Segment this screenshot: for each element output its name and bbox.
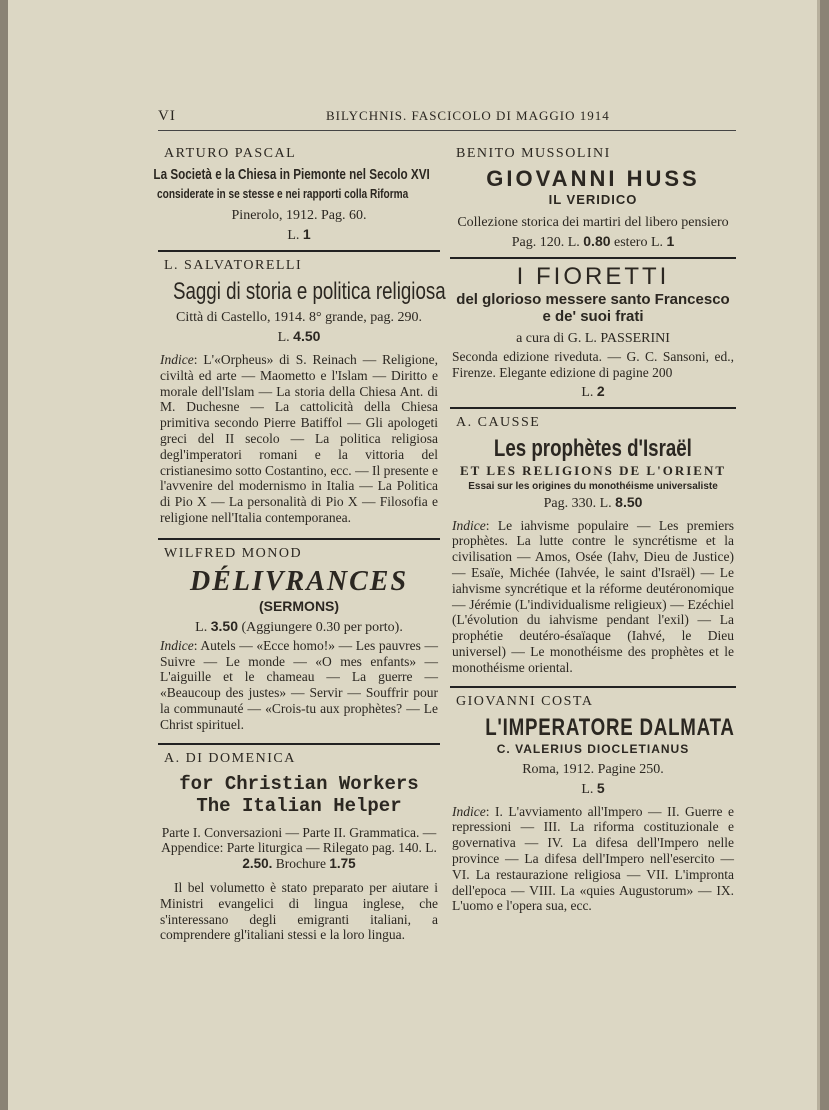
entry-monod	[158, 546, 440, 733]
index-text: : L'«Orpheus» di S. Reinach — Religione, civiltà ed arte — Maometto e l'Islam — Diritto e morale dell'Islam — La storia della Chiesa Ant. di M. Duchesne — La cattolicità della Chiesa primitiva secondo Pierre Batiffol — Gli apologeti greci del II secolo — La politica religiosa degl'imperatori romani e la vittoria del cristianesimo sotto Costantino, ecc. — Il presente e l'avvenire del modernismo in Italia — La Politica di Pio X — La personalità di Pio X — Filosofia e religione nell'Italia contemporanea.	[160, 352, 438, 525]
index-causse	[452, 518, 734, 676]
price-brochure: 1.75	[329, 856, 356, 872]
subtitle-costa: C. VALERIUS DIOCLETIANUS	[496, 741, 690, 756]
series-mussolini: Collezione storica dei martiri del libero pensiero	[457, 215, 729, 230]
index-monod	[160, 638, 438, 733]
title-domenica-line1: for Christian Workers	[179, 772, 419, 795]
title-causse-wrap	[450, 435, 736, 463]
price-value: 1	[302, 226, 311, 242]
index-salvatorelli	[160, 352, 438, 526]
entry-salvatorelli	[158, 258, 446, 526]
index-costa	[452, 804, 734, 915]
page-number: VI	[158, 108, 176, 124]
essay-causse: Essai sur les origines du monothéisme universaliste	[468, 480, 718, 492]
title-pascal-line1: La Società e la Chiesa in Piemonte nel Secolo XVI	[153, 166, 430, 183]
title-domenica-line2: The Italian Helper	[196, 794, 402, 817]
divider	[158, 538, 440, 540]
author-monod: WILFRED MONOD	[164, 545, 303, 561]
author-pascal: ARTURO PASCAL	[164, 146, 297, 161]
title-fioretti: I FIORETTI	[516, 263, 670, 290]
divider	[158, 250, 440, 252]
title-costa-wrap	[450, 714, 736, 742]
price-bound: 2.50.	[242, 856, 273, 872]
entry-domenica	[158, 751, 440, 944]
price-prefix: L.	[581, 384, 594, 400]
entry-fioretti	[450, 263, 736, 401]
price-causse	[450, 494, 736, 512]
left-column	[153, 140, 446, 943]
subtitle-fioretti-line1: del glorioso messere santo Francesco	[456, 291, 730, 308]
title-salvatorelli: Saggi di storia e politica religiosa	[173, 278, 446, 305]
author-costa: GIOVANNI COSTA	[456, 693, 594, 709]
imprint-salvatorelli: Città di Castello, 1914. 8° grande, pag. 290.	[176, 310, 422, 325]
index-label: Indice	[160, 352, 194, 367]
index-label: Indice	[160, 637, 194, 653]
author-salvatorelli: L. SALVATORELLI	[164, 258, 303, 273]
price-note: (Aggiungere 0.30 per porto).	[241, 619, 403, 635]
details-domenica	[160, 825, 438, 872]
index-text: : Le iahvisme populaire — Les premiers prophètes. La lutte contre le syncrétisme et la civilisation — Amos, Osée (Iahv, Dieu de Justice) — Esaïe, Michée (Iahvée, le saint d'Israël) — Le iahvisme syncrétique et la réforme deutéronomique — Jérémie (L'individualisme religieux) — Ezéchiel (L'évolution du iahvisme pendant l'exil) — La prophétie deutéro-ésaïaque (Iahvé, le Dieu universel) — Le monothéisme des prophètes et le monothéisme oriental.	[452, 517, 734, 675]
price-monod	[158, 618, 440, 636]
imprint-costa: Roma, 1912. Pagine 250.	[522, 761, 664, 777]
index-text: : I. L'avviamento all'Impero — II. Guerre e repressioni — III. La riforma costituzionale e governativa — IV. La difesa dell'Impero nelle province — La difesa dell'Impero nell'esercito — VI. La restaurazione religiosa — VII. L'impronta dell'epoca — VIII. La «quies Augustorum» — IX. L'uomo e l'opera sua, ecc.	[452, 803, 734, 914]
editor-fioretti: a cura di G. L. PASSERINI	[516, 331, 670, 346]
imprint-text: Pag. 330. L.	[543, 495, 616, 511]
index-label: Indice	[452, 517, 486, 533]
subtitle-causse: ET LES RELIGIONS DE L'ORIENT	[460, 462, 726, 478]
title-salvatorelli-wrap	[158, 278, 446, 308]
running-title: BILYCHNIS. FASCICOLO DI MAGGIO 1914	[326, 108, 610, 123]
price-value: 5	[596, 779, 605, 796]
title-mussolini: GIOVANNI HUSS	[486, 166, 700, 191]
imprint-pascal: Pinerolo, 1912. Pag. 60.	[231, 208, 367, 223]
index-text: : Autels — «Ecce homo!» — Les pauvres — Suivre — Le monde — «O mes enfants» — L'aiguille et le chameau — La guerre — «Beaucoup des justes» — Servir — Souffrir pour la communauté — «Crois-tu aux prophètes? — Le Christ spirituel.	[160, 637, 438, 732]
price-costa	[450, 780, 736, 798]
imprint-text: Pag. 120. L.	[511, 235, 584, 250]
price-abroad: 1	[666, 233, 675, 249]
subtitle-monod: (SERMONS)	[258, 597, 340, 614]
price-value: 2	[596, 382, 605, 399]
entry-costa	[450, 694, 736, 915]
edition-fioretti: Seconda edizione riveduta. — G. C. Sansoni, ed., Firenze. Elegante edizione di pagine 200	[452, 349, 734, 380]
price-fioretti	[450, 383, 736, 401]
entry-causse	[450, 415, 736, 676]
page-sheet	[8, 0, 820, 1110]
entry-mussolini	[450, 146, 736, 251]
author-mussolini: BENITO MUSSOLINI	[456, 146, 611, 161]
imprint-text: estero L.	[610, 235, 667, 250]
price-pascal	[158, 226, 440, 244]
title-causse: Les prophètes d'Israël	[494, 434, 692, 462]
index-label: Indice	[452, 803, 486, 819]
title-monod: DÉLIVRANCES	[189, 565, 409, 597]
author-domenica: A. DI DOMENICA	[164, 750, 296, 766]
right-column	[450, 140, 736, 914]
price-value: 0.80	[583, 233, 611, 249]
price-prefix: L.	[287, 228, 300, 243]
author-causse: A. CAUSSE	[456, 414, 541, 430]
divider	[450, 686, 736, 688]
title-pascal-wrap	[153, 166, 440, 186]
price-value: 8.50	[615, 493, 643, 510]
price-prefix: L.	[277, 330, 290, 345]
subtitle-fioretti-line2: e de' suoi frati	[542, 308, 644, 325]
divider	[158, 743, 440, 745]
price-salvatorelli	[158, 328, 440, 346]
title-costa: L'IMPERATORE DALMATA	[485, 713, 735, 741]
description-domenica: Il bel volumetto è stato preparato per aiutare i Ministri evangelici di lingua inglese, che s'interessano degli emigranti italiani, a comprendere gl'italiani stessi e la loro lingua.	[160, 879, 438, 943]
price-prefix: L.	[581, 781, 594, 797]
details-text: Brochure	[272, 856, 330, 872]
divider	[450, 407, 736, 409]
price-prefix: L.	[195, 619, 208, 635]
details-text: Parte I. Conversazioni — Parte II. Grammatica. — Appendice: Parte liturgica — Rilegato pag. 140. L.	[161, 824, 437, 856]
price-value: 4.50	[293, 328, 321, 344]
divider	[450, 257, 736, 259]
price-mussolini	[450, 233, 736, 251]
running-header	[158, 104, 736, 131]
title-pascal-wrap2	[158, 186, 440, 206]
entry-pascal	[153, 146, 440, 244]
title-pascal-line2: considerate in se stesse e nei rapporti colla Riforma	[156, 186, 409, 201]
price-value: 3.50	[210, 617, 238, 634]
subtitle-mussolini: IL VERIDICO	[548, 192, 638, 207]
